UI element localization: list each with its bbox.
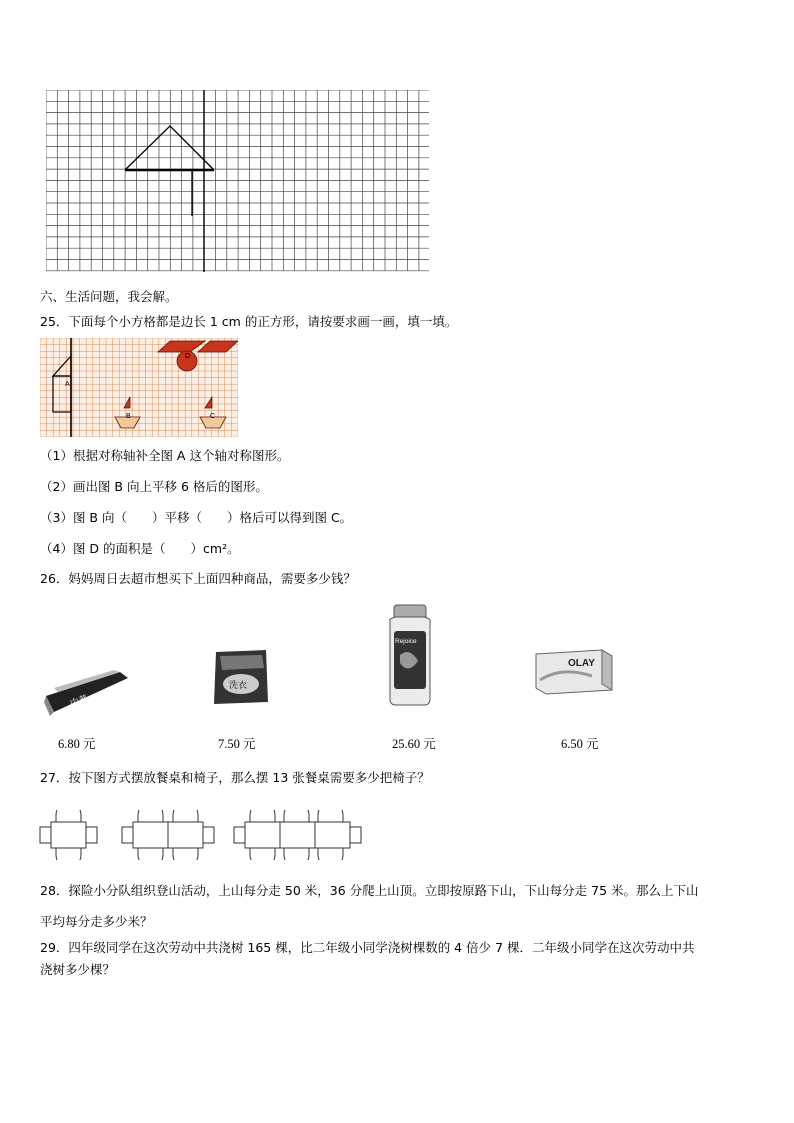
q29-stem-line2: 浇树多少棵？ bbox=[40, 962, 116, 977]
svg-text:OLAY: OLAY bbox=[568, 658, 595, 669]
arrangement-1-table bbox=[40, 810, 97, 860]
label-b: B bbox=[126, 413, 131, 420]
price-toothpaste: 6.80 元 bbox=[58, 737, 96, 751]
price-soap: 6.50 元 bbox=[561, 737, 599, 751]
price-shampoo: 25.60 元 bbox=[392, 737, 436, 751]
q28-stem-line2: 平均每分走多少米？ bbox=[40, 914, 153, 929]
orange-grid-figure bbox=[40, 338, 238, 437]
q25-sub4: （4）图 D 的面积是（ ）cm²。 bbox=[40, 541, 240, 556]
detergent-bag-image bbox=[210, 646, 272, 708]
label-d: D bbox=[185, 353, 191, 360]
shampoo-bottle-image bbox=[386, 603, 436, 707]
label-a: A bbox=[65, 381, 70, 388]
svg-text:中華: 中華 bbox=[68, 693, 90, 709]
price-detergent: 7.50 元 bbox=[218, 737, 256, 751]
grid-lines bbox=[46, 90, 429, 271]
q29-stem-line1: 29．四年级同学在这次劳动中共浇树 165 棵，比二年级小同学浇树棵数的 4 倍少 7 棵．二年级小同学在这次劳动中共 bbox=[40, 940, 695, 955]
q26-stem: 26．妈妈周日去超市想买下上面四种商品，需要多少钱？ bbox=[40, 571, 356, 586]
q25-stem: 25．下面每个小方格都是边长 1 cm 的正方形，请按要求画一画，填一填。 bbox=[40, 314, 458, 329]
toothpaste-image bbox=[44, 664, 130, 720]
q25-sub3: （3）图 B 向（ ）平移（ ）格后可以得到图 C。 bbox=[40, 510, 353, 525]
section6-heading: 六、生活问题，我会解。 bbox=[40, 289, 178, 304]
svg-text:Rejoice: Rejoice bbox=[395, 638, 417, 645]
arrangement-3-tables bbox=[234, 810, 361, 860]
soap-box-image bbox=[532, 646, 616, 698]
label-c: C bbox=[210, 413, 216, 420]
q28-stem-line1: 28．探险小分队组织登山活动，上山每分走 50 米，36 分爬上山顶。立即按原路下山，下山每分走 75 米。那么上下山 bbox=[40, 883, 699, 898]
q27-stem: 27．按下图方式摆放餐桌和椅子，那么摆 13 张餐桌需要多少把椅子？ bbox=[40, 770, 430, 785]
q25-sub2: （2）画出图 B 向上平移 6 格后的图形。 bbox=[40, 479, 268, 494]
arrangement-2-tables bbox=[122, 810, 214, 860]
top-grid-figure bbox=[46, 90, 430, 272]
triangle-shape bbox=[125, 126, 214, 170]
svg-text:洗衣: 洗衣 bbox=[229, 680, 248, 690]
tables-chairs-diagram bbox=[38, 810, 368, 860]
q25-sub1: （1）根据对称轴补全图 A 这个轴对称图形。 bbox=[40, 448, 290, 463]
